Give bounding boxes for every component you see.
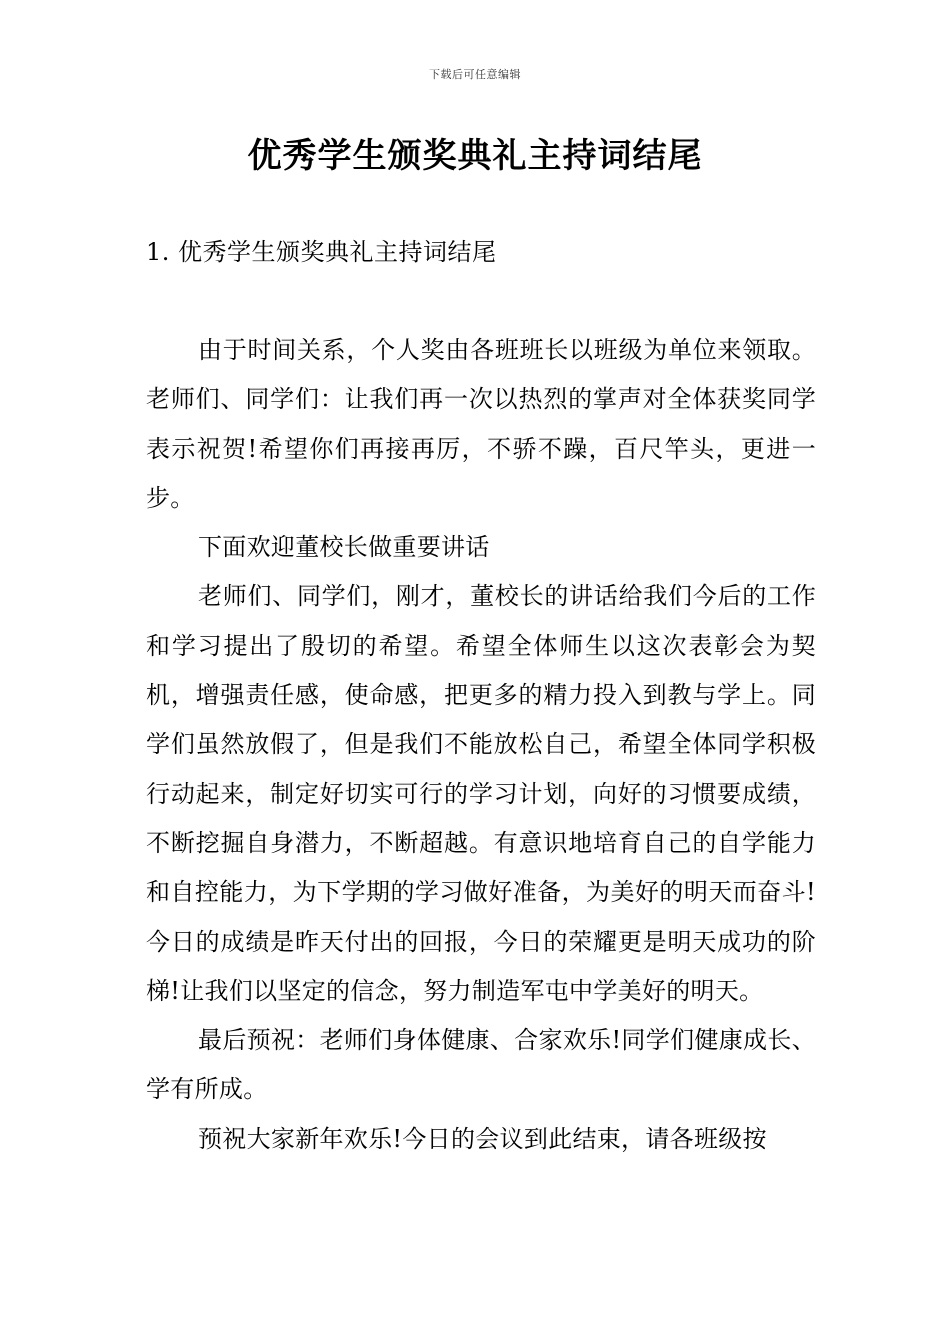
paragraph: 最后预祝：老师们身体健康、合家欢乐!同学们健康成长、学有所成。 [146, 1026, 816, 1104]
paragraph: 老师们、同学们，刚才，董校长的讲话给我们今后的工作和学习提出了殷切的希望。希望全体师生以这次表彰会为契机，增强责任感，使命感，把更多的精力投入到教与学上。同学们虽然放假了，但是我们不能放松自己，希望全体同学积极行动起来，制定好切实可行的学习计划，向好的习惯要成绩，不断挖掘自身潜力，不断超越。有意识地培育自己的自学能力和自控能力，为下学期的学习做好准备，为美好的明天而奋斗!今日的成绩是昨天付出的回报，今日的荣耀更是明天成功的阶梯!让我们以坚定的信念，努力制造军屯中学美好的明天。 [146, 582, 816, 1005]
paragraph: 预祝大家新年欢乐!今日的会议到此结束，请各班级按 [198, 1124, 767, 1153]
paragraph: 由于时间关系，个人奖由各班班长以班级为单位来领取。老师们、同学们：让我们再一次以热烈的掌声对全体获奖同学表示祝贺!希望你们再接再厉，不骄不躁，百尺竿头，更进一步。 [146, 336, 816, 512]
section-heading: 1. 优秀学生颁奖典礼主持词结尾 [146, 238, 497, 266]
header-note: 下载后可任意编辑 [429, 68, 521, 81]
body-text [146, 326, 816, 1164]
paragraph: 下面欢迎董校长做重要讲话 [198, 533, 490, 562]
document-title: 优秀学生颁奖典礼主持词结尾 [247, 136, 703, 176]
